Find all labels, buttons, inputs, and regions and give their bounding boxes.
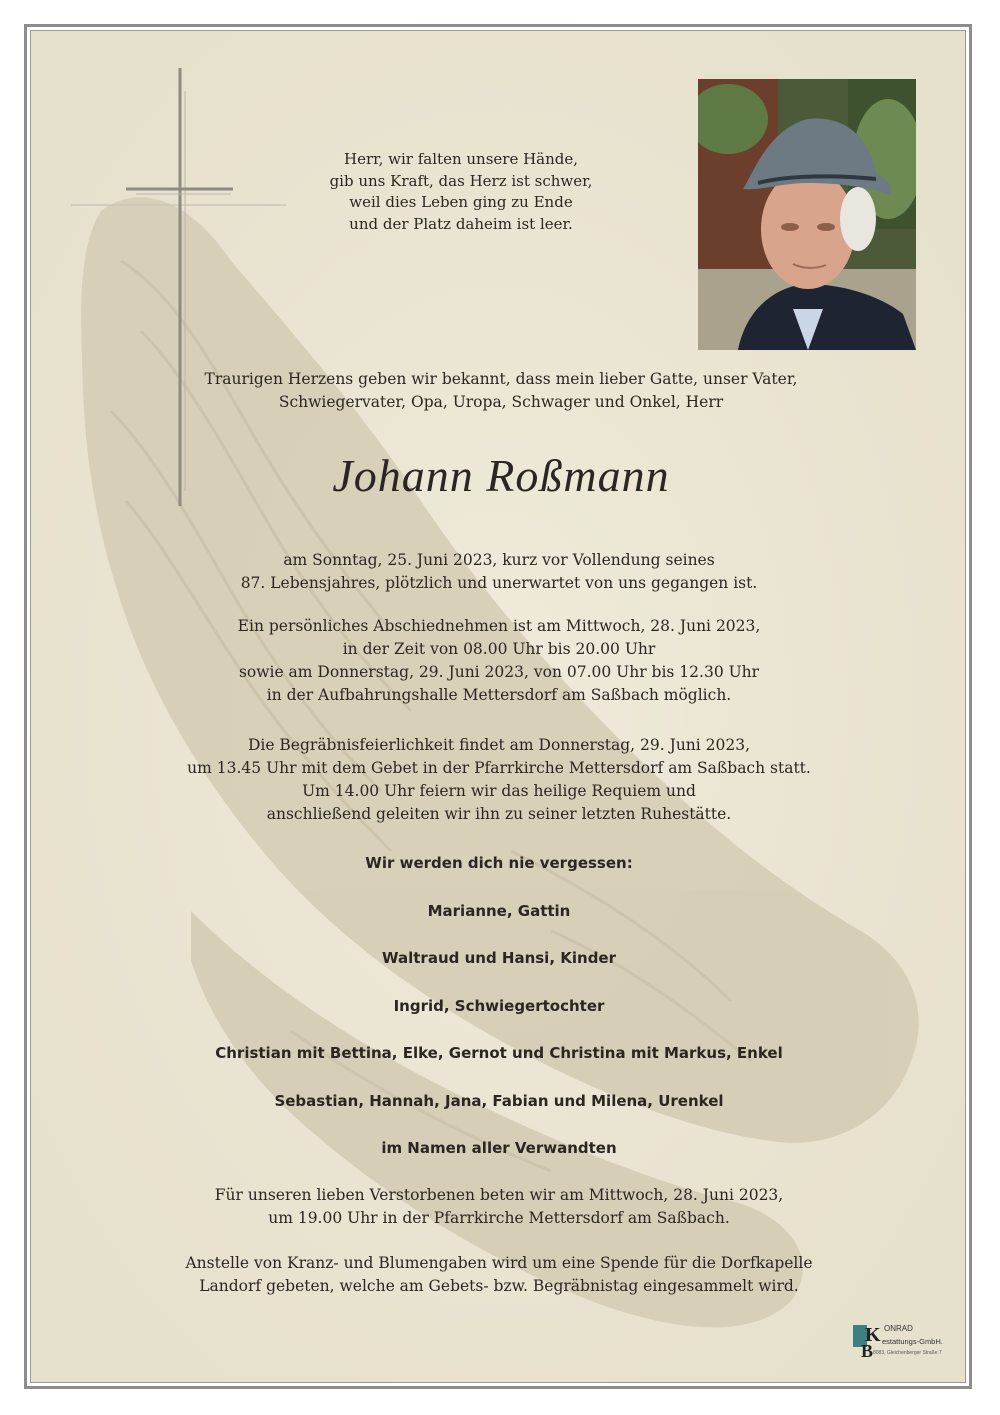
- family-wife: Marianne, Gattin: [427, 902, 571, 920]
- svg-text:K: K: [865, 1324, 881, 1346]
- prayer-info: Für unseren lieben Verstorbenen beten wir am Mittwoch, 28. Juni 2023, um 19.00 Uhr in der Pfarrkirche Mettersdorf am Saßbach.: [214, 1186, 784, 1227]
- death-notice: am Sonntag, 25. Juni 2023, kurz vor Vollendung seines 87. Lebensjahres, plötzlich und unerwartet von uns gegangen ist.: [240, 551, 758, 592]
- logo-line2: estattungs-GmbH.: [882, 1337, 943, 1346]
- family-great-grandchildren: Sebastian, Hannah, Jana, Fabian und Milena, Urenkel: [274, 1092, 724, 1110]
- svg-text:B: B: [861, 1341, 874, 1359]
- family-relatives: im Namen aller Verwandten: [381, 1139, 617, 1157]
- donation-info: Anstelle von Kranz- und Blumengaben wird um eine Spende für die Dorfkapelle Landorf gebeten, welche am Gebets- bzw. Begräbnistag eingesammelt wird.: [185, 1254, 813, 1295]
- family-grandchildren: Christian mit Bettina, Elke, Gernot und Christina mit Markus, Enkel: [215, 1044, 783, 1062]
- intro-text: Traurigen Herzens geben wir bekannt, dass mein lieber Gatte, unser Vater, Schwiegervater, Opa, Uropa, Schwager und Onkel, Herr: [204, 370, 798, 411]
- family-daughter-in-law: Ingrid, Schwiegertochter: [393, 997, 605, 1015]
- family-children: Waltraud und Hansi, Kinder: [381, 949, 617, 967]
- farewell-info: Ein persönliches Abschiednehmen ist am Mittwoch, 28. Juni 2023, in der Zeit von 08.00 Uhr bis 20.00 Uhr sowie am Donnerstag, 29. Juni 2023, von 07.00 Uhr bis 12.30 Uhr in der Aufbahrungshalle Mettersdorf am Saßbach möglich.: [237, 617, 761, 704]
- logo-line1: ONRAD: [884, 1324, 913, 1333]
- obituary-card: [30, 30, 966, 1383]
- portrait-photo: [698, 79, 916, 350]
- deceased-name: Johann Roßmann: [332, 450, 670, 501]
- verse: Herr, wir falten unsere Hände, gib uns Kraft, das Herz ist schwer, weil dies Leben ging zu Ende und der Platz daheim ist leer.: [329, 150, 593, 233]
- logo-address: 8083, Gleichenberger Straße 7: [873, 1350, 942, 1356]
- funeral-info: Die Begräbnisfeierlichkeit findet am Donnerstag, 29. Juni 2023, um 13.45 Uhr mit dem Gebet in der Pfarrkirche Mettersdorf am Saßbach statt. Um 14.00 Uhr feiern wir das heilige Requiem und anschließend geleiten wir ihn zu seiner letzten Ruhestätte.: [187, 736, 811, 823]
- funeral-home-logo: [851, 1323, 961, 1373]
- family-heading: Wir werden dich nie vergessen:: [365, 854, 633, 872]
